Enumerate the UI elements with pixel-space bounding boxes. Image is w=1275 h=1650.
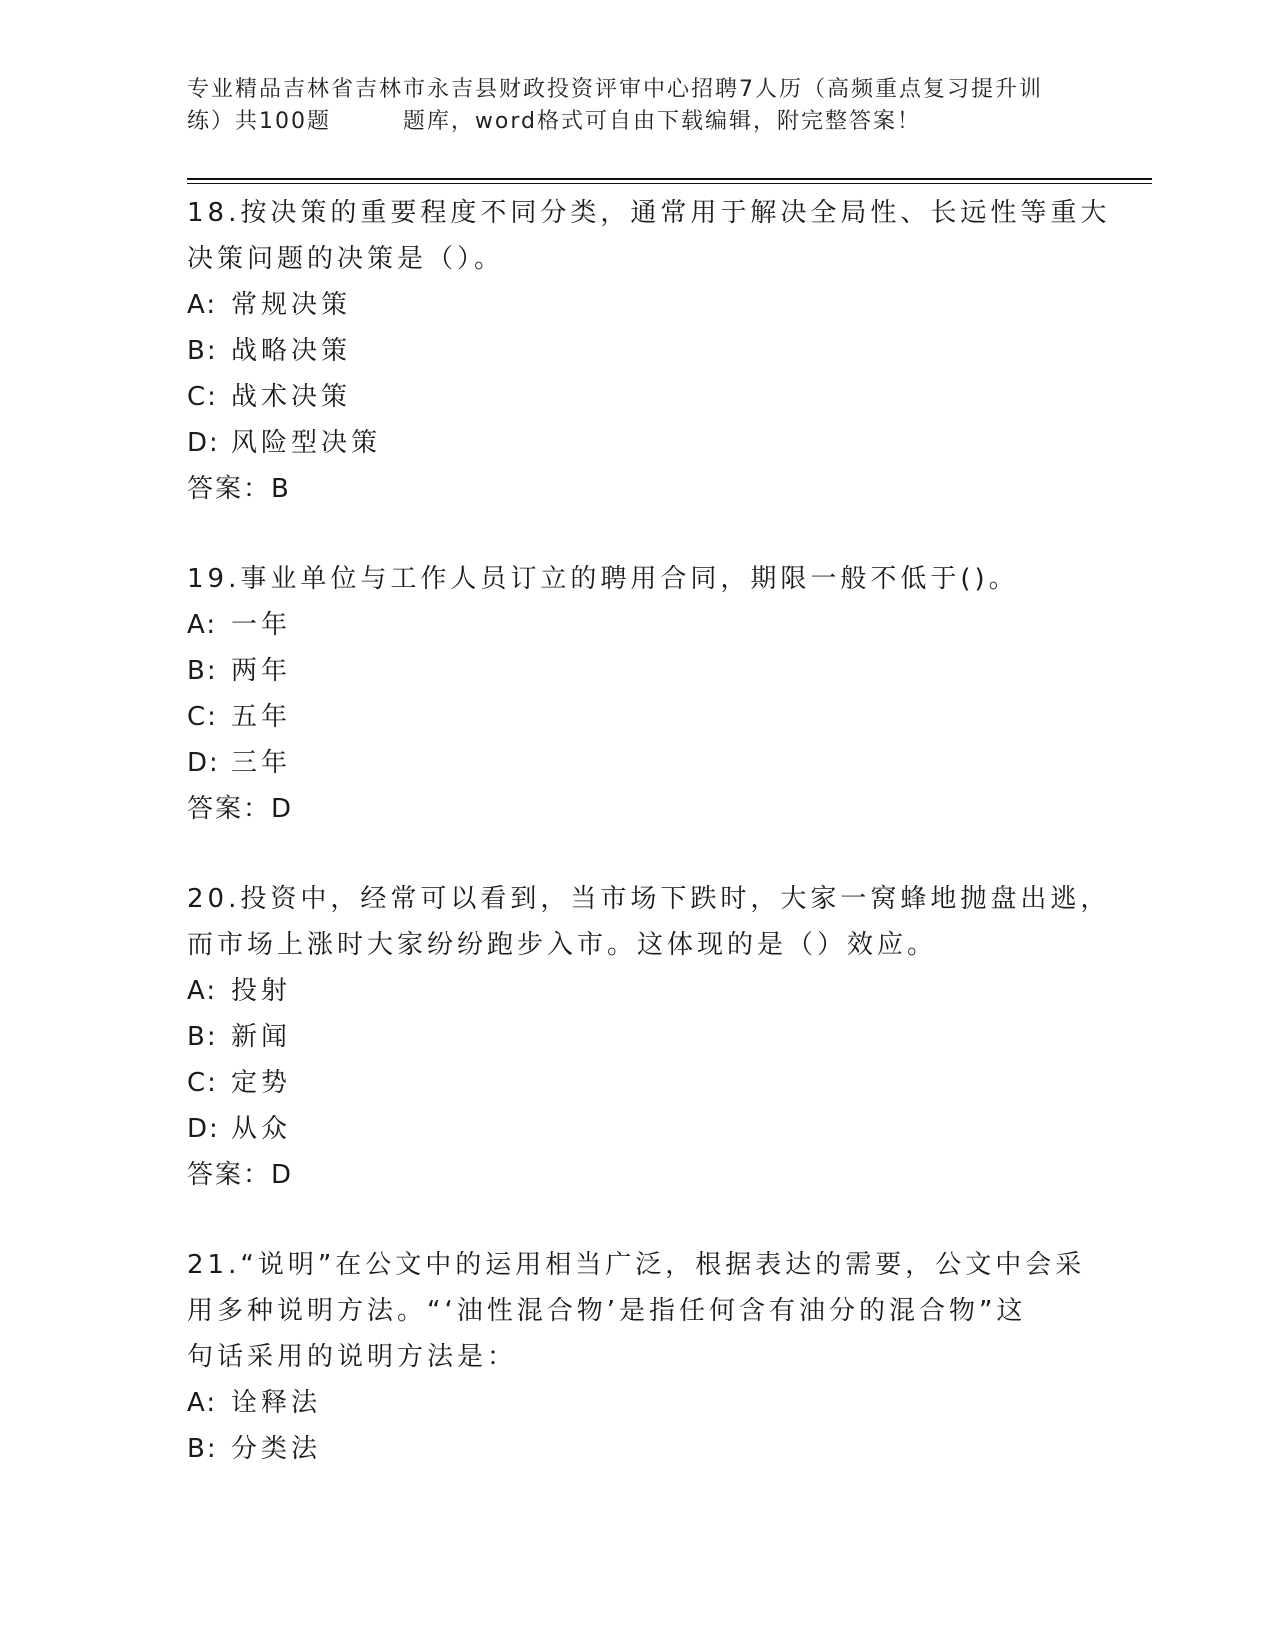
- option-text: 定势: [231, 1068, 292, 1098]
- option-b: [187, 1014, 1087, 1060]
- option-text: 分类法: [231, 1434, 322, 1464]
- question-stem-line: 20.投资中，经常可以看到，当市场下跌时，大家一窝蜂地抛盘出逃，: [187, 884, 1111, 914]
- question-stem-line: 句话采用的说明方法是：: [187, 1342, 518, 1372]
- option-key: C:: [187, 382, 218, 412]
- option-a: [187, 602, 1087, 648]
- question-stem-line: 而市场上涨时大家纷纷跑步入市。这体现的是（）效应。: [187, 930, 938, 960]
- option-text: 投射: [231, 976, 292, 1006]
- option-c: [187, 1060, 1087, 1106]
- option-b: [187, 1426, 1087, 1472]
- option-text: 风险型决策: [231, 428, 382, 458]
- option-key: D:: [187, 1114, 220, 1144]
- question-stem-line: 用多种说明方法。“‘油性混合物’是指任何含有油分的混合物”这: [187, 1296, 1027, 1326]
- header-divider-thin: [187, 183, 1152, 184]
- question-19: [187, 556, 1087, 832]
- option-text: 三年: [231, 748, 292, 778]
- option-a: [187, 282, 1087, 328]
- answer-line: 答案：D: [187, 794, 294, 824]
- question-stem-line: 21.“说明”在公文中的运用相当广泛，根据表达的需要，公文中会采: [187, 1250, 1086, 1280]
- question-18: [187, 190, 1111, 512]
- question-stem: [187, 1242, 1087, 1380]
- option-b: [187, 648, 1087, 694]
- option-text: 一年: [231, 610, 292, 640]
- answer-line: 答案：D: [187, 1160, 294, 1190]
- question-21: [187, 1242, 1087, 1472]
- option-c: [187, 694, 1087, 740]
- header-title-line-1: 专业精品吉林省吉林市永吉县财政投资评审中心招聘7人历（高频重点复习提升训: [187, 77, 1043, 102]
- option-a: [187, 1380, 1087, 1426]
- question-20: [187, 876, 1111, 1198]
- header-divider-thick: [187, 178, 1152, 180]
- option-key: A:: [187, 290, 218, 320]
- option-c: [187, 374, 1087, 420]
- option-text: 五年: [231, 702, 292, 732]
- document-header: [187, 74, 1087, 138]
- option-key: A:: [187, 976, 218, 1006]
- option-text: 战术决策: [231, 382, 352, 412]
- option-key: C:: [187, 702, 218, 732]
- option-text: 诠释法: [231, 1388, 322, 1418]
- question-stem-line: 决策问题的决策是（）。: [187, 244, 505, 274]
- option-key: B:: [187, 1022, 218, 1052]
- option-key: B:: [187, 656, 218, 686]
- option-text: 常规决策: [231, 290, 352, 320]
- option-text: 两年: [231, 656, 292, 686]
- option-d: [187, 420, 1087, 466]
- option-key: B:: [187, 336, 218, 366]
- option-b: [187, 328, 1087, 374]
- question-stem: [187, 190, 1111, 282]
- answer-line: 答案：B: [187, 474, 291, 504]
- option-key: A:: [187, 1388, 218, 1418]
- option-key: D:: [187, 428, 220, 458]
- option-a: [187, 968, 1087, 1014]
- question-stem: [187, 876, 1111, 968]
- question-stem: [187, 556, 1087, 602]
- option-text: 战略决策: [231, 336, 352, 366]
- option-d: [187, 1106, 1087, 1152]
- option-key: A:: [187, 610, 218, 640]
- question-stem-line: 19.事业单位与工作人员订立的聘用合同，期限一般不低于()。: [187, 564, 1019, 594]
- header-title-line-2: 练）共100题 题库，word格式可自由下载编辑，附完整答案！: [187, 109, 922, 134]
- question-stem-line: 18.按决策的重要程度不同分类，通常用于解决全局性、长远性等重大: [187, 198, 1111, 228]
- option-key: D:: [187, 748, 220, 778]
- question-list: [187, 190, 1111, 1472]
- option-text: 新闻: [231, 1022, 292, 1052]
- option-d: [187, 740, 1087, 786]
- option-text: 从众: [231, 1114, 292, 1144]
- option-key: C:: [187, 1068, 218, 1098]
- option-key: B:: [187, 1434, 218, 1464]
